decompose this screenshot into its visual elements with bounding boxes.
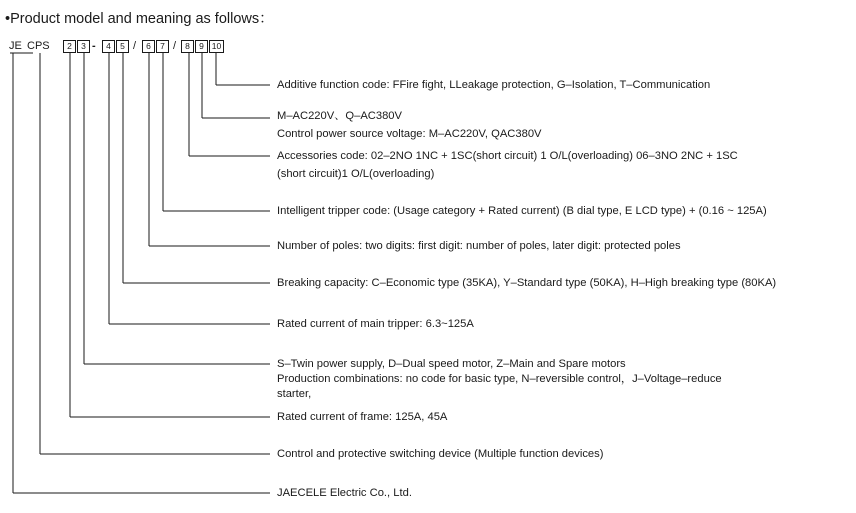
desc-rated-current-frame: Rated current of frame: 125A, 45A bbox=[277, 411, 448, 423]
desc-manufacturer: JAECELE Electric Co., Ltd. bbox=[277, 487, 412, 499]
desc-accessories-code-1: Accessories code: 02–2NO 1NC + 1SC(short circuit) 1 O/L(overloading) 06–3NO 2NC + 1SC bbox=[277, 150, 738, 162]
model-prefix-je: JE bbox=[9, 40, 22, 52]
desc-control-protective-device: Control and protective switching device (Multiple function devices) bbox=[277, 448, 604, 460]
page-title: •Product model and meaning as follows： bbox=[5, 11, 274, 27]
model-slash-1: / bbox=[133, 40, 137, 52]
desc-supply-combinations-2: Production combinations: no code for basic type, N–reversible control，J–Voltage–reduce bbox=[277, 373, 722, 385]
desc-breaking-capacity: Breaking capacity: C–Economic type (35KA), Y–Standard type (50KA), H–High breaking type (80KA) bbox=[277, 277, 777, 289]
code-box-5: 5 bbox=[116, 40, 129, 53]
model-dash: - bbox=[92, 40, 96, 52]
code-box-8: 8 bbox=[181, 40, 194, 53]
desc-supply-combinations-1: S–Twin power supply, D–Dual speed motor, Z–Main and Spare motors bbox=[277, 358, 626, 370]
desc-control-power-voltage-1: M–AC220V、Q–AC380V bbox=[277, 110, 402, 122]
code-box-3: 3 bbox=[77, 40, 90, 53]
desc-additive-function-code: Additive function code: FFire fight, LLeakage protection, G–Isolation, T–Communication bbox=[277, 79, 711, 91]
desc-accessories-code-2: (short circuit)1 O/L(overloading) bbox=[277, 168, 435, 180]
desc-number-of-poles: Number of poles: two digits: first digit: number of poles, later digit: protected poles bbox=[277, 240, 681, 252]
desc-rated-current-main-tripper: Rated current of main tripper: 6.3~125A bbox=[277, 318, 474, 330]
code-box-9: 9 bbox=[195, 40, 208, 53]
code-box-2: 2 bbox=[63, 40, 76, 53]
desc-supply-combinations-3: starter, bbox=[277, 388, 312, 400]
code-box-7: 7 bbox=[156, 40, 169, 53]
model-slash-2: / bbox=[173, 40, 177, 52]
desc-control-power-voltage-2: Control power source voltage: M–AC220V, QAC380V bbox=[277, 128, 542, 140]
code-box-10: 10 bbox=[209, 40, 224, 53]
desc-intelligent-tripper-code: Intelligent tripper code: (Usage category + Rated current) (B dial type, E LCD type) + (0.16 ~ 125A) bbox=[277, 205, 767, 217]
code-box-4: 4 bbox=[102, 40, 115, 53]
model-prefix-cps: CPS bbox=[27, 40, 50, 52]
code-box-6: 6 bbox=[142, 40, 155, 53]
